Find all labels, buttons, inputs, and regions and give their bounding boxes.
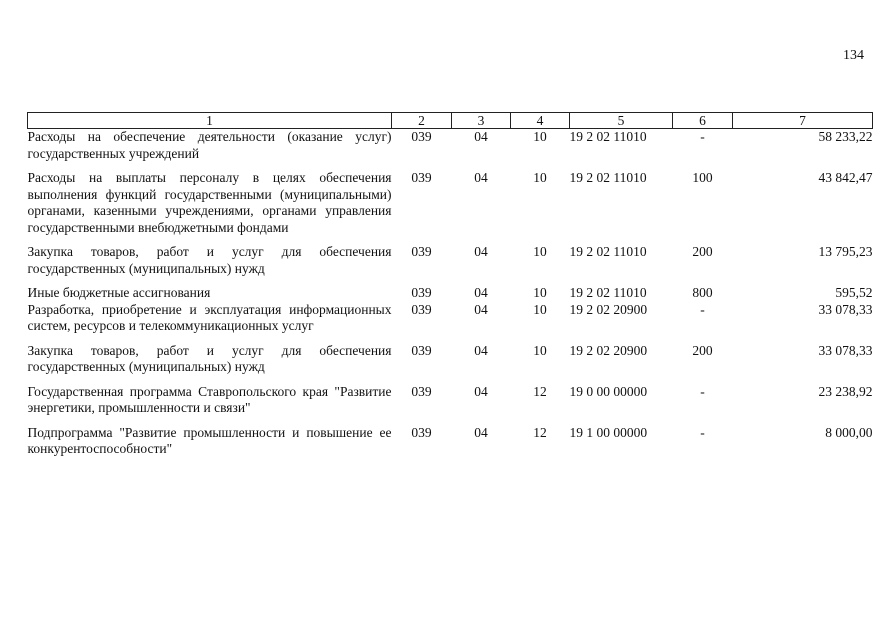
cell-ministry-code: 039: [411, 129, 432, 144]
cell-subsection: 10: [533, 129, 547, 144]
column-header: 3: [452, 113, 511, 129]
cell-amount: 58 233,22: [818, 129, 873, 144]
column-header: 6: [673, 113, 733, 129]
table-row: [28, 302, 873, 343]
cell-expense-type: 800: [692, 285, 713, 300]
cell-section: 04: [474, 301, 488, 317]
cell-subsection: 10: [533, 285, 547, 300]
column-header: 7: [733, 113, 873, 129]
cell-expense-type: 200: [692, 342, 713, 358]
cell-target-article: 19 2 02 11010: [569, 129, 647, 144]
table-row: [28, 425, 873, 466]
cell-section: 04: [474, 285, 488, 300]
cell-target-article: 19 2 02 11010: [569, 285, 647, 300]
page-number: 134: [843, 48, 864, 63]
cell-expense-type: 200: [692, 244, 713, 259]
cell-ministry-code: 039: [411, 301, 432, 317]
cell-ministry-code: 039: [411, 244, 432, 259]
cell-subsection: 12: [533, 424, 547, 440]
table-header-row: [28, 113, 873, 129]
table-row: [28, 384, 873, 425]
column-header: 4: [511, 113, 570, 129]
table-row: [28, 244, 873, 285]
row-name: Закупка товаров, работ и услуг для обеспечения государственных (муниципальных) нужд: [27, 244, 392, 276]
row-name: Расходы на выплаты персоналу в целях обеспечения выполнения функций государственными (муниципальными) органами, казенными учреждениями, органами управления государственными внебюджетными фондами: [27, 170, 392, 235]
cell-target-article: 19 2 02 11010: [569, 244, 647, 259]
cell-target-article: 19 2 02 20900: [569, 301, 648, 317]
column-header: 2: [392, 113, 452, 129]
table-row: [28, 129, 873, 171]
row-name: Государственная программа Ставропольского края "Развитие энергетики, промышленности и связи": [27, 383, 392, 415]
cell-amount: 23 238,92: [818, 383, 873, 399]
cell-subsection: 10: [533, 301, 547, 317]
row-name: Расходы на обеспечение деятельности (оказание услуг) государственных учреждений: [27, 129, 392, 161]
cell-target-article: 19 0 00 00000: [569, 383, 648, 399]
cell-expense-type: -: [700, 424, 705, 440]
cell-section: 04: [474, 383, 488, 399]
row-name: Иные бюджетные ассигнования: [27, 285, 211, 300]
cell-subsection: 10: [533, 342, 547, 358]
cell-section: 04: [474, 170, 488, 185]
cell-subsection: 10: [533, 170, 547, 185]
cell-amount: 13 795,23: [818, 244, 873, 259]
cell-amount: 33 078,33: [818, 342, 873, 358]
cell-section: 04: [474, 342, 488, 358]
cell-ministry-code: 039: [411, 170, 432, 185]
cell-expense-type: 100: [692, 170, 713, 185]
column-header: 5: [570, 113, 673, 129]
table-row: [28, 285, 873, 302]
table-row: [28, 170, 873, 244]
cell-amount: 43 842,47: [818, 170, 873, 185]
cell-expense-type: -: [700, 383, 705, 399]
cell-ministry-code: 039: [411, 285, 432, 300]
cell-amount: 33 078,33: [818, 301, 873, 317]
cell-ministry-code: 039: [411, 342, 432, 358]
table-row: [28, 343, 873, 384]
cell-section: 04: [474, 424, 488, 440]
cell-section: 04: [474, 129, 488, 144]
cell-section: 04: [474, 244, 488, 259]
cell-subsection: 12: [533, 383, 547, 399]
cell-subsection: 10: [533, 244, 547, 259]
row-name: Подпрограмма "Развитие промышленности и повышение ее конкурентоспособности": [27, 424, 392, 456]
cell-ministry-code: 039: [411, 424, 432, 440]
column-header: 1: [28, 113, 392, 129]
cell-ministry-code: 039: [411, 383, 432, 399]
cell-target-article: 19 2 02 20900: [569, 342, 648, 358]
cell-target-article: 19 2 02 11010: [569, 170, 647, 185]
cell-target-article: 19 1 00 00000: [569, 424, 648, 440]
row-name: Разработка, приобретение и эксплуатация информационных систем, ресурсов и телекоммуникационных услуг: [27, 301, 392, 333]
cell-expense-type: -: [700, 129, 705, 144]
cell-amount: 595,52: [835, 285, 873, 300]
row-name: Закупка товаров, работ и услуг для обеспечения государственных (муниципальных) нужд: [27, 342, 392, 374]
cell-amount: 8 000,00: [825, 424, 873, 440]
budget-table: [27, 112, 873, 466]
cell-expense-type: -: [700, 301, 705, 317]
